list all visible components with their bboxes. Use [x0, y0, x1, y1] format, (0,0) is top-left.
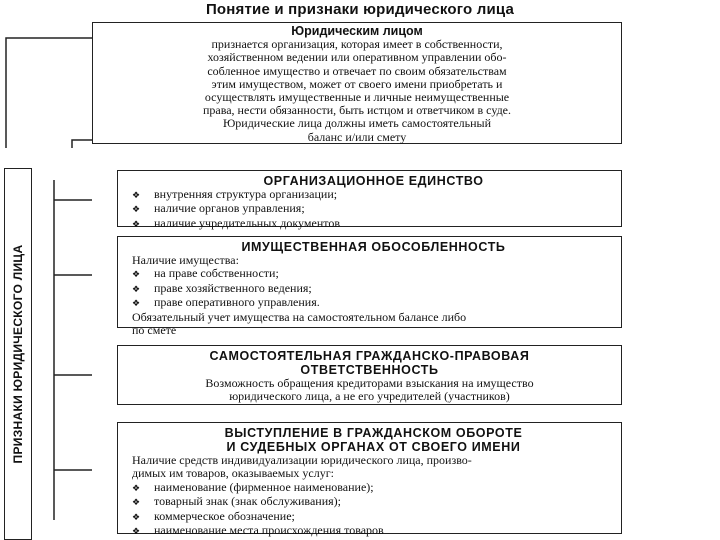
feature-box-independent-liability	[117, 345, 622, 405]
feature-box-property-separation	[117, 236, 622, 338]
list-item-text: наименование (фирменное наименование);	[154, 479, 374, 494]
list-item	[132, 481, 615, 495]
diamond-bullet-icon: ❖	[132, 298, 141, 309]
feature-heading: ОТВЕТСТВЕННОСТЬ	[300, 363, 439, 377]
list-item-text: внутренняя структура организации;	[154, 187, 338, 201]
diamond-bullet-icon: ❖	[132, 204, 141, 215]
diamond-bullet-icon: ❖	[132, 511, 141, 522]
features-connector	[32, 180, 92, 540]
feature-intro: димых им товаров, оказываемых услуг:	[132, 466, 334, 481]
feature-heading: САМОСТОЯТЕЛЬНАЯ ГРАЖДАНСКО-ПРАВОВАЯ	[209, 349, 530, 363]
feature-intro: Наличие имущества:	[132, 253, 239, 267]
list-item	[132, 217, 615, 231]
definition-heading: Юридическим лицом	[291, 24, 423, 38]
definition-line: права, нести обязанности, быть истцом и ответчиком в суде.	[202, 103, 512, 118]
diamond-bullet-icon: ❖	[132, 269, 141, 280]
feature-heading: ОРГАНИЗАЦИОННОЕ ЕДИНСТВО	[263, 174, 484, 188]
list-item-text: наличие органов управления;	[154, 201, 305, 216]
list-item-text: наличие учредительных документов	[154, 215, 340, 230]
page-title: Понятие и признаки юридического лица	[205, 1, 515, 18]
definition-line: собленное имущество и отвечает по своим обязательствам	[207, 63, 507, 78]
diamond-bullet-icon: ❖	[132, 526, 141, 537]
list-item-text: коммерческое обозначение;	[154, 508, 295, 523]
diamond-bullet-icon: ❖	[132, 190, 141, 200]
list-item	[132, 282, 615, 296]
feature-box-organizational-unity	[117, 170, 622, 230]
feature-box-civil-turnover	[117, 422, 622, 538]
list-item	[132, 524, 615, 538]
list-item	[132, 202, 615, 216]
feature-outro: по смете	[132, 323, 177, 338]
feature-heading: И СУДЕБНЫХ ОРГАНАХ ОТ СВОЕГО ИМЕНИ	[226, 440, 521, 454]
side-label-text: ПРИЗНАКИ ЮРИДИЧЕСКОГО ЛИЦА	[11, 244, 25, 464]
definition-line: Юридические лица должны иметь самостоятельный	[222, 116, 492, 131]
list-item-text: праве оперативного управления.	[154, 295, 320, 310]
definition-line: осуществлять имущественные и личные неимущественные	[204, 90, 510, 105]
definition-line: этим имуществом, может от своего имени приобретать и	[211, 76, 503, 91]
definition-box	[92, 22, 622, 144]
list-item-text: на праве собственности;	[154, 266, 279, 281]
list-item-text: наименование места происхождения товаров	[154, 523, 384, 538]
definition-line: хозяйственном ведении или оперативном управлении обо-	[207, 50, 507, 65]
feature-text: Возможность обращения кредиторами взыскания на имущество	[205, 376, 534, 390]
diamond-bullet-icon: ❖	[132, 482, 141, 493]
list-item-text: праве хозяйственного ведения;	[154, 280, 312, 295]
feature-heading: ИМУЩЕСТВЕННАЯ ОБОСОБЛЕННОСТЬ	[241, 240, 506, 254]
definition-line: признается организация, которая имеет в собственности,	[211, 37, 503, 52]
diamond-bullet-icon: ❖	[132, 497, 141, 508]
features-side-label	[4, 168, 32, 540]
list-item	[132, 495, 615, 509]
feature-outro: Обязательный учет имущества на самостоятельном балансе либо	[132, 309, 467, 324]
list-item	[132, 296, 615, 310]
list-item-text: товарный знак (знак обслуживания);	[154, 494, 341, 509]
feature-text: юридического лица, а не его учредителей (участников)	[229, 389, 510, 404]
diamond-bullet-icon: ❖	[132, 283, 141, 294]
definition-connector	[0, 30, 92, 148]
list-item	[132, 188, 615, 202]
list-item	[132, 267, 615, 281]
definition-line: баланс и/или смету	[307, 129, 407, 144]
list-item	[132, 510, 615, 524]
feature-intro: Наличие средств индивидуализации юридического лица, произво-	[132, 453, 472, 467]
diamond-bullet-icon: ❖	[132, 218, 141, 229]
feature-heading: ВЫСТУПЛЕНИЕ В ГРАЖДАНСКОМ ОБОРОТЕ	[224, 426, 523, 440]
